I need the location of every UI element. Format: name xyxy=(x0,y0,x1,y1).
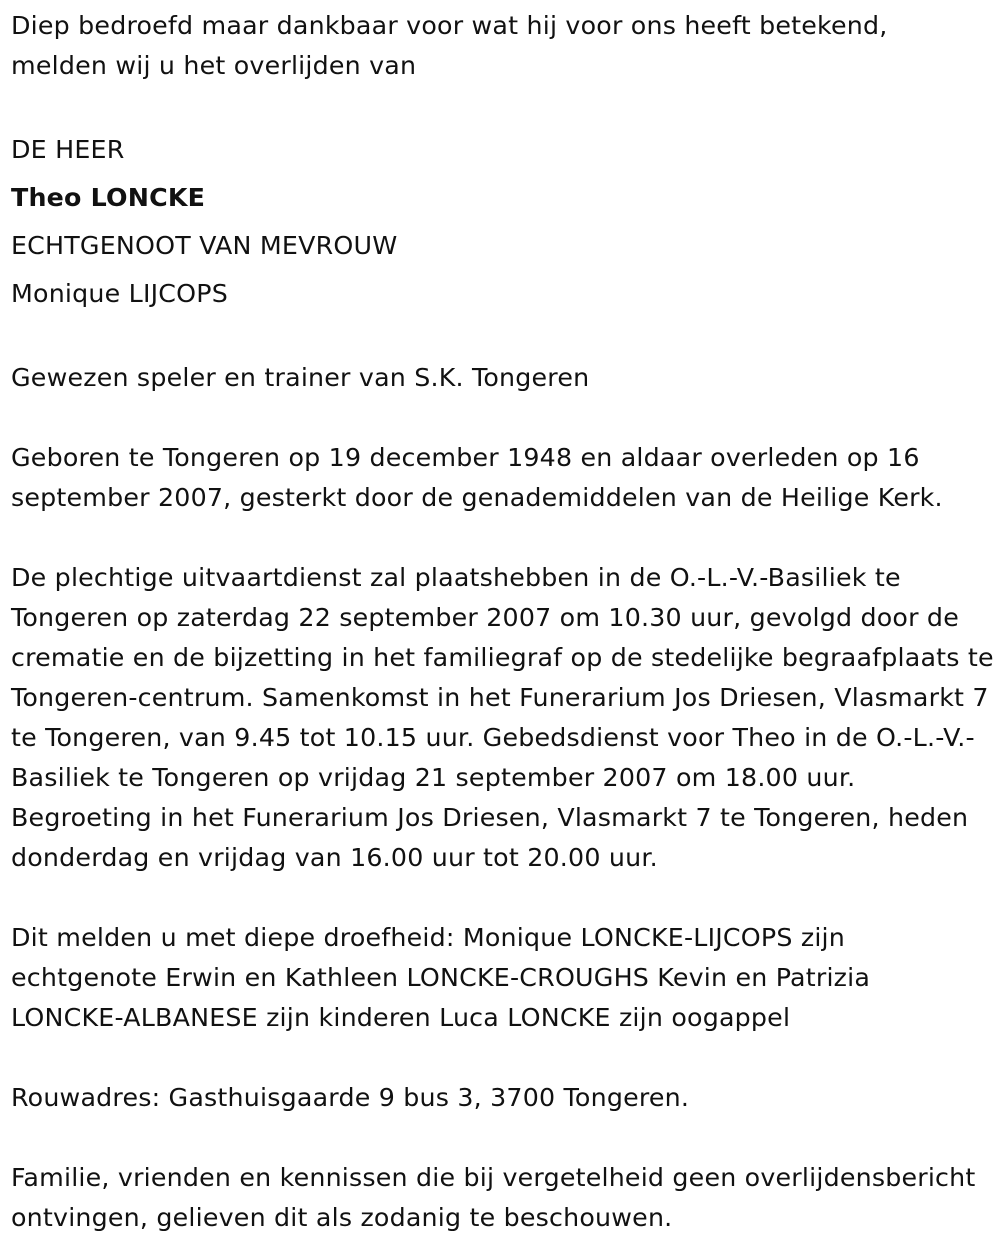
obituary-notice xyxy=(11,6,996,1238)
deceased-relation: ECHTGENOOT VAN MEVROUW xyxy=(11,231,398,260)
family-paragraph: Dit melden u met diepe droefheid: Monique LONCKE-LIJCOPS zijn echtgenote Erwin en Kathleen LONCKE-CROUGHS Kevin en Patrizia LONCKE-ALBANESE zijn kinderen Luca LONCKE zijn oogappel xyxy=(11,923,871,1032)
funeral-paragraph: De plechtige uitvaartdienst zal plaatshebben in de O.-L.-V.-Basiliek te Tongeren op zaterdag 22 september 2007 om 10.30 uur, gevolgd door de crematie en de bijzetting in het familiegraf op de stedelijke begraafplaats te Tongeren-centrum. Samenkomst in het Funerarium Jos Driesen, Vlasmarkt 7 te Tongeren, van 9.45 tot 10.15 uur. Gebedsdienst voor Theo in de O.-L.-V.-Basiliek te Tongeren op vrijdag 21 september 2007 om 18.00 uur. Begroeting in het Funerarium Jos Driesen, Vlasmarkt 7 te Tongeren, heden donderdag en vrijdag van 16.00 uur tot 20.00 uur. xyxy=(11,563,994,872)
closing-paragraph: Familie, vrienden en kennissen die bij vergetelheid geen overlijdensbericht ontvingen, gelieven dit als zodanig te beschouwen. xyxy=(11,1163,976,1232)
address-paragraph: Rouwadres: Gasthuisgaarde 9 bus 3, 3700 Tongeren. xyxy=(11,1083,690,1112)
spacer xyxy=(11,878,996,918)
birth-death-paragraph: Geboren te Tongeren op 19 december 1948 en aldaar overleden op 16 september 2007, gesterkt door de genademiddelen van de Heilige Kerk. xyxy=(11,443,943,512)
deceased-name: Theo LONCKE xyxy=(11,183,206,212)
spacer xyxy=(11,1118,996,1158)
deceased-title: DE HEER xyxy=(11,135,125,164)
spacer xyxy=(11,86,996,126)
spacer xyxy=(11,398,996,438)
career-paragraph: Gewezen speler en trainer van S.K. Tongeren xyxy=(11,363,590,392)
spacer xyxy=(11,318,996,358)
spouse-name: Monique LIJCOPS xyxy=(11,279,228,308)
spacer xyxy=(11,1038,996,1078)
spacer xyxy=(11,518,996,558)
intro-paragraph: Diep bedroefd maar dankbaar voor wat hij voor ons heeft betekend, melden wij u het overlijden van xyxy=(11,11,888,80)
